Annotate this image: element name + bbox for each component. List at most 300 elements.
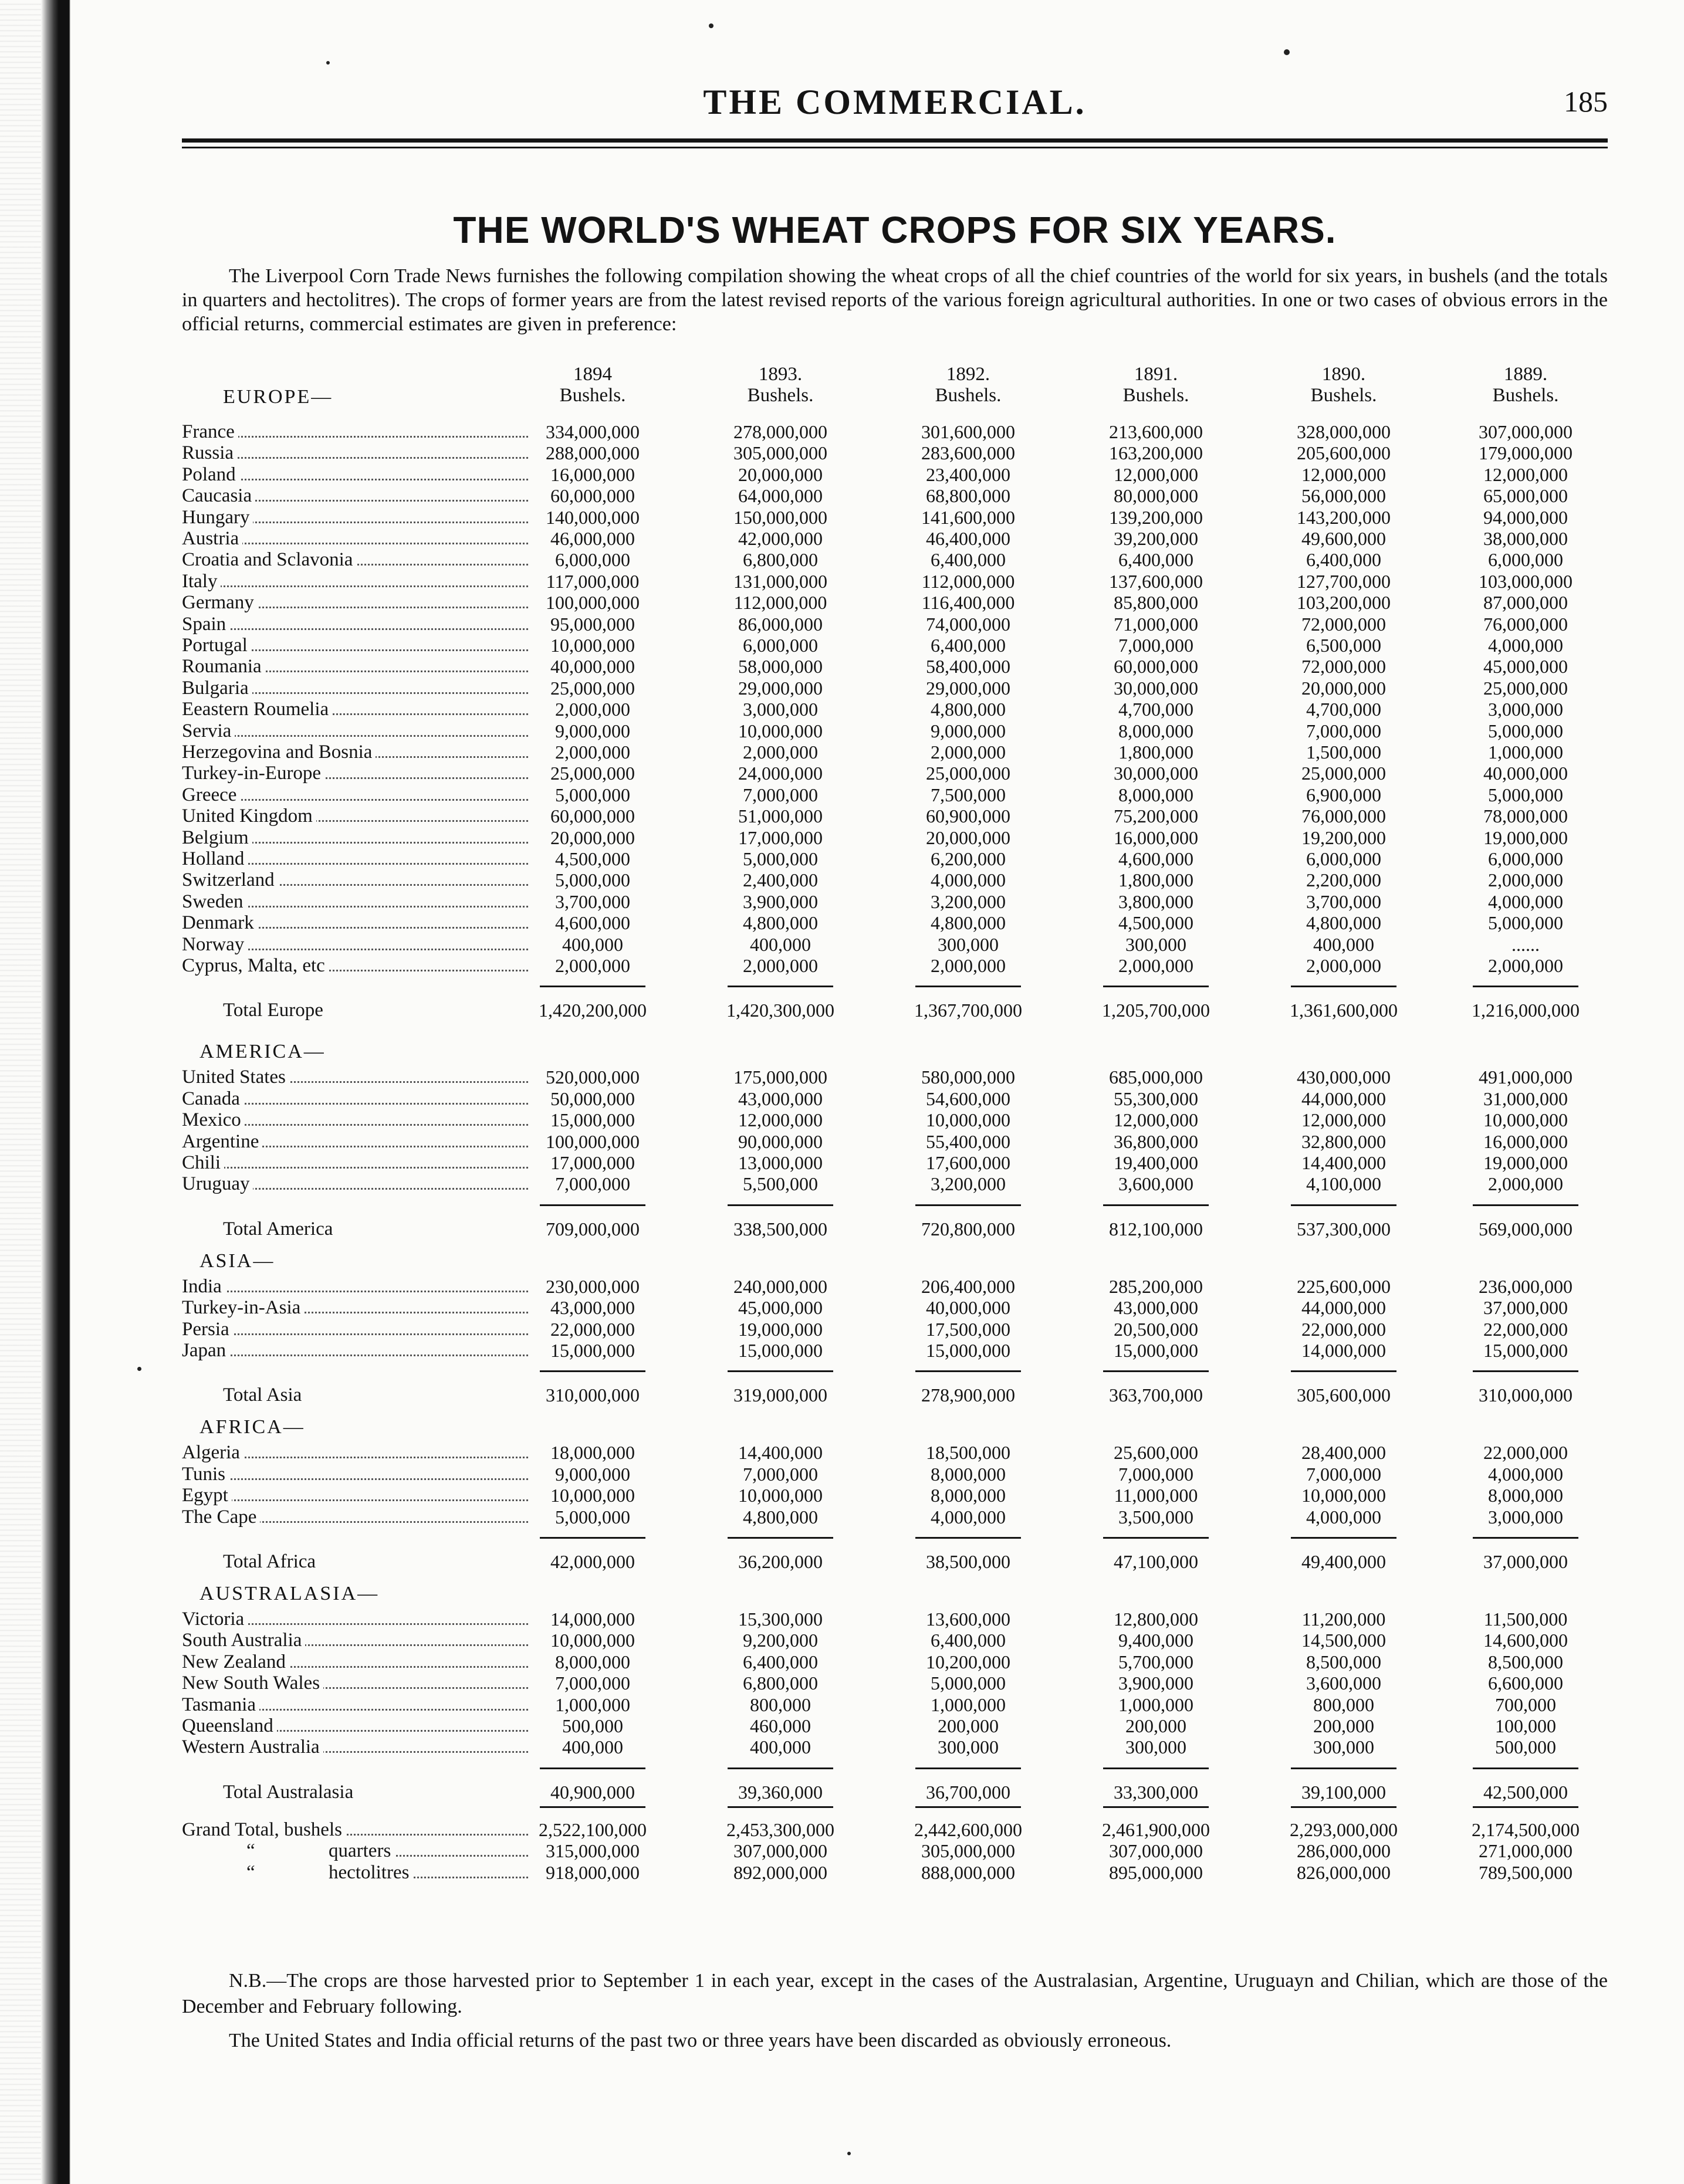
row-label — [182, 1630, 528, 1651]
crop-value: 8,000,000 — [1118, 784, 1193, 805]
crop-value: 18,500,000 — [926, 1442, 1010, 1464]
total-value: 33,300,000 — [1114, 1781, 1198, 1803]
crop-value: 4,100,000 — [1306, 1173, 1381, 1195]
crop-value: 2,000,000 — [931, 955, 1006, 976]
leader-dots — [182, 585, 528, 587]
crop-value: 10,000,000 — [1301, 1485, 1386, 1506]
row-label — [182, 784, 528, 805]
country-name: Switzerland — [182, 869, 278, 890]
summation-rule — [728, 986, 833, 987]
crop-value: 2,000,000 — [1488, 955, 1563, 976]
total-row — [182, 1551, 1608, 1572]
total-value: 38,500,000 — [926, 1551, 1010, 1572]
crop-value: 46,400,000 — [926, 528, 1010, 549]
summation-rule — [1291, 1370, 1396, 1372]
crop-value: 6,200,000 — [931, 848, 1006, 869]
crop-value: 3,200,000 — [931, 1173, 1006, 1195]
total-value: 305,600,000 — [1297, 1384, 1391, 1406]
crop-value: 800,000 — [750, 1694, 811, 1715]
crop-value: 17,600,000 — [926, 1152, 1010, 1173]
crop-value: 200,000 — [1313, 1715, 1374, 1736]
crop-value: 32,800,000 — [1301, 1130, 1386, 1152]
crop-value: 4,800,000 — [743, 1506, 818, 1528]
crop-value: 6,000,000 — [1488, 549, 1563, 571]
crop-value: 72,000,000 — [1301, 613, 1386, 635]
total-value: 1,216,000,000 — [1472, 1000, 1580, 1021]
crop-value: 9,000,000 — [555, 1463, 630, 1485]
table-row — [182, 1297, 1608, 1318]
table-row — [182, 1672, 1608, 1694]
summation-rule — [915, 986, 1021, 987]
crop-value: 9,200,000 — [743, 1630, 818, 1651]
summation-rule — [915, 1806, 1021, 1808]
country-name: Turkey-in-Europe — [182, 763, 324, 784]
crop-value: 8,500,000 — [1306, 1651, 1381, 1672]
crop-value: 300,000 — [938, 1736, 999, 1758]
crop-value: 2,000,000 — [743, 955, 818, 976]
crop-value: 6,400,000 — [931, 635, 1006, 656]
row-label — [182, 1152, 528, 1173]
crop-value: 13,000,000 — [738, 1152, 823, 1173]
crop-value: 400,000 — [1313, 933, 1374, 955]
crop-value: 100,000,000 — [546, 592, 640, 614]
crop-value: 13,600,000 — [926, 1609, 1010, 1630]
crop-value: 10,000,000 — [550, 1485, 635, 1506]
country-name: United States — [182, 1066, 289, 1088]
crop-value: 520,000,000 — [546, 1066, 640, 1088]
grand-total-value: 2,522,100,000 — [539, 1819, 647, 1840]
table-row — [182, 891, 1608, 912]
crop-value: 30,000,000 — [1114, 763, 1198, 784]
row-label — [182, 442, 528, 463]
crop-value: 2,000,000 — [555, 699, 630, 720]
crop-value: 103,200,000 — [1297, 592, 1391, 614]
grand-total-value: 2,461,900,000 — [1102, 1819, 1210, 1840]
crop-value: 6,500,000 — [1306, 635, 1381, 656]
crop-value: 40,000,000 — [926, 1297, 1010, 1319]
crop-value: 68,800,000 — [926, 485, 1010, 507]
crop-value: 25,000,000 — [1483, 677, 1568, 699]
crop-value: 3,600,000 — [1306, 1672, 1381, 1694]
crop-value: 2,000,000 — [555, 741, 630, 763]
section-heading: AUSTRALASIA— — [199, 1583, 380, 1604]
crop-value: ...... — [1511, 933, 1540, 955]
row-label — [182, 614, 528, 635]
row-label — [182, 1506, 528, 1528]
table-row — [182, 635, 1608, 656]
summation-rule — [1473, 1537, 1578, 1539]
print-speck — [326, 61, 330, 65]
footnote: The United States and India official returns of the past two or three years have been discarded as obviously erroneous. — [229, 2030, 1172, 2051]
grand-total-value: 826,000,000 — [1297, 1861, 1391, 1883]
crop-value: 12,000,000 — [1301, 463, 1386, 485]
table-row — [182, 656, 1608, 677]
table-row — [182, 934, 1608, 955]
row-label — [182, 592, 528, 613]
crop-value: 140,000,000 — [546, 506, 640, 528]
row-label — [182, 1485, 528, 1506]
crop-value: 4,600,000 — [555, 912, 630, 934]
crop-value: 23,400,000 — [926, 463, 1010, 485]
crop-value: 278,000,000 — [733, 421, 827, 442]
crop-value: 2,200,000 — [1306, 869, 1381, 891]
crop-value: 4,800,000 — [1306, 912, 1381, 934]
crop-value: 85,800,000 — [1114, 592, 1198, 614]
summation-rule — [540, 1370, 645, 1372]
grand-total-value: 895,000,000 — [1109, 1861, 1203, 1883]
crop-value: 283,600,000 — [921, 442, 1015, 464]
crop-value: 200,000 — [938, 1715, 999, 1736]
crop-value: 4,500,000 — [1118, 912, 1193, 934]
row-label — [182, 421, 528, 442]
row-label — [182, 1109, 528, 1130]
table-row — [182, 1276, 1608, 1297]
row-label — [182, 805, 528, 827]
crop-value: 71,000,000 — [1114, 613, 1198, 635]
crop-value: 6,000,000 — [1488, 848, 1563, 869]
country-name: Austria — [182, 528, 242, 549]
leader-dots — [182, 1478, 528, 1480]
grand-total-value: 286,000,000 — [1297, 1840, 1391, 1862]
footnote: N.B.—The crops are those harvested prior to September 1 in each year, except in the cases of the Australasian, Argentine, Uruguayn and Chilian, which are those of the December and February following. — [182, 1970, 1608, 2017]
table-row — [182, 421, 1608, 442]
country-name: Norway — [182, 934, 248, 955]
crop-value: 5,000,000 — [931, 1672, 1006, 1694]
row-label — [182, 912, 528, 933]
row-label — [182, 1464, 528, 1485]
total-value: 42,000,000 — [550, 1551, 635, 1572]
crop-value: 14,000,000 — [1301, 1340, 1386, 1361]
summation-rule — [1103, 1767, 1209, 1769]
country-name: Victoria — [182, 1609, 248, 1630]
leader-dots — [182, 1167, 528, 1169]
crop-value: 6,400,000 — [1118, 549, 1193, 571]
table-row — [182, 464, 1608, 485]
crop-value: 15,300,000 — [738, 1609, 823, 1630]
country-name: Poland — [182, 464, 239, 485]
country-name: Tunis — [182, 1464, 229, 1485]
crop-value: 300,000 — [938, 933, 999, 955]
crop-value: 43,000,000 — [738, 1088, 823, 1109]
total-value: 720,800,000 — [921, 1218, 1015, 1240]
country-name: Turkey-in-Asia — [182, 1297, 304, 1318]
country-name: France — [182, 421, 238, 442]
crop-value: 10,000,000 — [738, 720, 823, 741]
crop-value: 5,000,000 — [1488, 784, 1563, 805]
crop-value: 10,000,000 — [550, 635, 635, 656]
table-row — [182, 1152, 1608, 1173]
summation-rule — [728, 1767, 833, 1769]
table-row — [182, 1715, 1608, 1736]
crop-value: 8,500,000 — [1488, 1651, 1563, 1672]
crop-value: 143,200,000 — [1297, 506, 1391, 528]
row-label — [182, 528, 528, 549]
crop-value: 65,000,000 — [1483, 485, 1568, 507]
crop-value: 112,000,000 — [733, 592, 827, 614]
year-header: 1893. — [758, 364, 803, 385]
crop-value: 301,600,000 — [921, 421, 1015, 442]
crop-value: 19,200,000 — [1301, 827, 1386, 848]
row-label — [182, 869, 528, 890]
crop-value: 230,000,000 — [546, 1275, 640, 1297]
table-row — [182, 869, 1608, 890]
crop-value: 25,600,000 — [1114, 1442, 1198, 1464]
table-row — [182, 571, 1608, 592]
crop-value: 60,000,000 — [550, 805, 635, 827]
grand-total-value: 315,000,000 — [546, 1840, 640, 1862]
crop-value: 285,200,000 — [1109, 1275, 1203, 1297]
crop-value: 3,900,000 — [1118, 1672, 1193, 1694]
crop-value: 2,000,000 — [1306, 955, 1381, 976]
crop-value: 20,000,000 — [550, 827, 635, 848]
crop-value: 103,000,000 — [1479, 570, 1573, 592]
total-label: Total Asia — [223, 1384, 302, 1406]
crop-value: 22,000,000 — [550, 1318, 635, 1340]
crop-value: 8,000,000 — [931, 1463, 1006, 1485]
crop-value: 31,000,000 — [1483, 1088, 1568, 1109]
total-label: Total Europe — [223, 1000, 323, 1021]
crop-value: 1,500,000 — [1306, 741, 1381, 763]
crop-value: 10,000,000 — [1483, 1109, 1568, 1131]
summation-rule — [540, 1204, 645, 1206]
crop-value: 137,600,000 — [1109, 570, 1203, 592]
crop-value: 12,000,000 — [1114, 1109, 1198, 1131]
table-row — [182, 1609, 1608, 1630]
grand-total-row — [182, 1862, 1608, 1883]
year-header: 1891. — [1134, 364, 1178, 385]
crop-value: 15,000,000 — [738, 1340, 823, 1361]
crop-value: 44,000,000 — [1301, 1297, 1386, 1319]
crop-value: 18,000,000 — [550, 1442, 635, 1464]
summation-rule — [728, 1806, 833, 1808]
crop-value: 19,000,000 — [738, 1318, 823, 1340]
country-name: Chili — [182, 1152, 224, 1173]
section-heading: ASIA— — [199, 1250, 275, 1272]
total-value: 49,400,000 — [1301, 1551, 1386, 1572]
crop-value: 45,000,000 — [738, 1297, 823, 1319]
total-value: 812,100,000 — [1109, 1218, 1203, 1240]
row-label — [182, 699, 528, 720]
crop-value: 25,000,000 — [926, 763, 1010, 784]
row-label — [182, 1131, 528, 1152]
country-name: Holland — [182, 848, 248, 869]
country-name: Roumania — [182, 656, 265, 677]
summation-rule — [1291, 1806, 1396, 1808]
row-label — [182, 848, 528, 869]
country-name: Croatia and Sclavonia — [182, 549, 356, 570]
total-value: 1,420,200,000 — [539, 1000, 647, 1021]
total-value: 338,500,000 — [733, 1218, 827, 1240]
grand-total-value: 2,174,500,000 — [1472, 1819, 1580, 1840]
crop-value: 400,000 — [750, 1736, 811, 1758]
crop-value: 3,500,000 — [1118, 1506, 1193, 1528]
crop-value: 6,400,000 — [931, 1630, 1006, 1651]
section-heading: EUROPE— — [223, 386, 333, 408]
crop-value: 4,800,000 — [931, 699, 1006, 720]
article-intro: The Liverpool Corn Trade News furnishes the following compilation showing the wheat crops of all the chief countries of the world for six years, in bushels (and the totals in quarters and hectolitres). The crops of former years are from the latest revised reports of the various foreign agricultural authorities. In one or two cases of obvious errors in the official returns, commercial estimates are given in preference: — [182, 265, 1608, 335]
table-row — [182, 1736, 1608, 1758]
crop-value: 58,000,000 — [738, 656, 823, 678]
total-value: 39,360,000 — [738, 1781, 823, 1803]
summation-rule — [915, 1537, 1021, 1539]
crop-value: 87,000,000 — [1483, 592, 1568, 614]
crop-value: 3,800,000 — [1118, 890, 1193, 912]
summation-rule — [1291, 1204, 1396, 1206]
crop-value: 7,000,000 — [1306, 1463, 1381, 1485]
summation-rule — [1473, 1370, 1578, 1372]
crop-value: 55,300,000 — [1114, 1088, 1198, 1109]
crop-value: 15,000,000 — [1483, 1340, 1568, 1361]
crop-value: 5,000,000 — [1488, 912, 1563, 934]
footnotes — [182, 1968, 1608, 2062]
crop-value: 74,000,000 — [926, 613, 1010, 635]
crop-value: 60,000,000 — [1114, 656, 1198, 678]
crop-value: 90,000,000 — [738, 1130, 823, 1152]
row-label — [182, 763, 528, 784]
crop-value: 3,000,000 — [1488, 1506, 1563, 1528]
table-row — [182, 614, 1608, 635]
crop-value: 430,000,000 — [1297, 1066, 1391, 1088]
crop-value: 500,000 — [562, 1715, 623, 1736]
crop-value: 60,000,000 — [550, 485, 635, 507]
row-label — [182, 1088, 528, 1109]
row-label — [182, 955, 528, 976]
crop-value: 8,000,000 — [555, 1651, 630, 1672]
year-header: 1889. — [1503, 364, 1548, 385]
crop-value: 12,000,000 — [1114, 463, 1198, 485]
country-name: Canada — [182, 1088, 244, 1109]
crop-value: 25,000,000 — [550, 677, 635, 699]
country-name: Denmark — [182, 912, 258, 933]
country-name: Spain — [182, 614, 229, 635]
table-row — [182, 678, 1608, 699]
crop-value: 200,000 — [1125, 1715, 1186, 1736]
crop-value: 2,000,000 — [1118, 955, 1193, 976]
unit-header: Bushels. — [1310, 385, 1377, 406]
crop-value: 8,000,000 — [931, 1485, 1006, 1506]
crop-value: 9,400,000 — [1118, 1630, 1193, 1651]
crop-value: 5,000,000 — [1488, 720, 1563, 741]
crop-value: 51,000,000 — [738, 805, 823, 827]
country-name: Portugal — [182, 635, 251, 656]
grand-total-name: Grand Total, bushels — [182, 1819, 346, 1840]
summation-rule — [1291, 986, 1396, 987]
crop-value: 25,000,000 — [550, 763, 635, 784]
year-header: 1890. — [1321, 364, 1366, 385]
crop-value: 300,000 — [1125, 1736, 1186, 1758]
summation-rule — [1291, 1767, 1396, 1769]
crop-value: 12,000,000 — [738, 1109, 823, 1131]
country-name: New Zealand — [182, 1651, 289, 1672]
summation-rule — [1103, 986, 1209, 987]
crop-value: 14,400,000 — [738, 1442, 823, 1464]
crop-value: 10,000,000 — [550, 1630, 635, 1651]
country-name: Mexico — [182, 1109, 245, 1130]
summation-rule — [1473, 986, 1578, 987]
total-row — [182, 1384, 1608, 1406]
crop-value: 12,000,000 — [1483, 463, 1568, 485]
print-speck — [709, 23, 713, 28]
crop-value: 2,000,000 — [1488, 1173, 1563, 1195]
crop-value: 300,000 — [1313, 1736, 1374, 1758]
country-name: Bulgaria — [182, 678, 252, 699]
crop-value: 7,000,000 — [1118, 635, 1193, 656]
page-number: 185 — [1564, 85, 1608, 118]
country-name: Algeria — [182, 1442, 244, 1463]
unit-header: Bushels. — [559, 385, 626, 406]
total-value: 310,000,000 — [1479, 1384, 1573, 1406]
crop-value: 175,000,000 — [733, 1066, 827, 1088]
crop-value: 15,000,000 — [1114, 1340, 1198, 1361]
journal-title: THE COMMERCIAL. — [703, 83, 1087, 121]
crop-value: 8,000,000 — [1118, 720, 1193, 741]
crop-value: 16,000,000 — [1114, 827, 1198, 848]
crop-value: 17,500,000 — [926, 1318, 1010, 1340]
crop-value: 40,000,000 — [1483, 763, 1568, 784]
table-row — [182, 1340, 1608, 1361]
row-label — [182, 720, 528, 741]
crop-value: 6,600,000 — [1488, 1672, 1563, 1694]
crop-value: 4,500,000 — [555, 848, 630, 869]
crop-value: 17,000,000 — [738, 827, 823, 848]
section-heading: AFRICA— — [199, 1416, 305, 1438]
total-label: Total Africa — [223, 1551, 316, 1572]
country-name: United Kingdom — [182, 805, 316, 827]
table-row — [182, 827, 1608, 848]
total-value: 47,100,000 — [1114, 1551, 1198, 1572]
row-label — [182, 1442, 528, 1463]
table-row — [182, 955, 1608, 976]
crop-value: 179,000,000 — [1479, 442, 1573, 464]
row-label — [182, 485, 528, 506]
summation-rule — [540, 1806, 645, 1808]
crop-value: 6,000,000 — [1306, 848, 1381, 869]
total-value: 537,300,000 — [1297, 1218, 1391, 1240]
crop-value: 37,000,000 — [1483, 1297, 1568, 1319]
crop-value: 163,200,000 — [1109, 442, 1203, 464]
row-label — [182, 1066, 528, 1088]
crop-value: 100,000 — [1495, 1715, 1556, 1736]
crop-value: 60,900,000 — [926, 805, 1010, 827]
row-label — [182, 1736, 528, 1758]
crop-value: 7,000,000 — [743, 784, 818, 805]
grand-total-value: 2,442,600,000 — [914, 1819, 1022, 1840]
total-value: 319,000,000 — [733, 1384, 827, 1406]
leader-dots — [182, 628, 528, 630]
crop-value: 12,000,000 — [1301, 1109, 1386, 1131]
crop-value: 38,000,000 — [1483, 528, 1568, 549]
crop-value: 1,000,000 — [1118, 1694, 1193, 1715]
table-row — [182, 1066, 1608, 1088]
crop-value: 75,200,000 — [1114, 805, 1198, 827]
table-row — [182, 549, 1608, 570]
crop-value: 5,500,000 — [743, 1173, 818, 1195]
crop-value: 80,000,000 — [1114, 485, 1198, 507]
crop-value: 112,000,000 — [921, 570, 1015, 592]
crop-value: 30,000,000 — [1114, 677, 1198, 699]
crop-value: 14,000,000 — [550, 1609, 635, 1630]
summation-rule — [1103, 1806, 1209, 1808]
row-label — [182, 1319, 528, 1340]
crop-value: 307,000,000 — [1479, 421, 1573, 442]
crop-value: 42,000,000 — [738, 528, 823, 549]
crop-value: 55,400,000 — [926, 1130, 1010, 1152]
unit-header: Bushels. — [747, 385, 814, 406]
crop-value: 15,000,000 — [926, 1340, 1010, 1361]
crop-value: 10,200,000 — [926, 1651, 1010, 1672]
crop-value: 1,800,000 — [1118, 869, 1193, 891]
crop-value: 22,000,000 — [1483, 1442, 1568, 1464]
